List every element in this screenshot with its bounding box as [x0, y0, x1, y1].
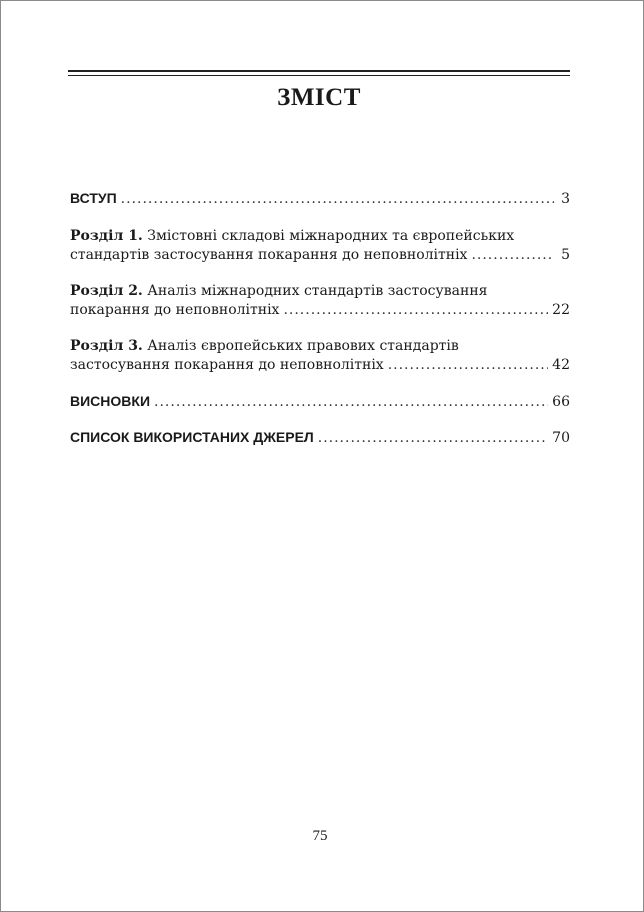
toc-entry-chapter-3[interactable]	[70, 337, 570, 375]
dot-leader	[471, 246, 554, 265]
toc-page-number: 42	[552, 357, 570, 373]
toc-entry-sources[interactable]	[70, 428, 570, 448]
page-title: ЗМІСТ	[277, 84, 361, 111]
toc-page-number: 5	[561, 247, 570, 263]
chapter-title-line-1: Аналіз європейських правових стандартів	[142, 338, 459, 354]
dot-leader	[388, 356, 548, 375]
toc-entry-chapter-1[interactable]	[70, 227, 570, 265]
chapter-title-line-2: покарання до неповнолітніх	[70, 302, 280, 318]
toc-entry-label: СПИСОК ВИКОРИСТАНИХ ДЖЕРЕЛ	[70, 429, 314, 445]
toc-entry-intro[interactable]	[70, 189, 570, 209]
toc-page-number: 22	[552, 302, 570, 318]
dot-leader	[154, 393, 548, 412]
chapter-title-line-1: Змістовні складові міжнародних та європейських	[142, 228, 515, 244]
toc-page-number: 70	[552, 430, 570, 446]
dot-leader	[318, 429, 548, 448]
chapter-prefix: Розділ 2.	[70, 283, 143, 299]
chapter-prefix: Розділ 3.	[70, 338, 143, 354]
chapter-title-line-1: Аналіз міжнародних стандартів застосування	[142, 283, 488, 299]
header-rule-thin	[68, 75, 570, 76]
toc-entry-label: ВСТУП	[70, 190, 117, 206]
toc-entry-conclusions[interactable]	[70, 392, 570, 412]
header-rule-thick	[68, 70, 570, 72]
chapter-title-line-2: стандартів застосування покарання до неповнолітніх	[70, 247, 468, 263]
toc-page-number: 3	[561, 191, 570, 207]
toc-page-number: 66	[552, 394, 570, 410]
page-number-footer: 75	[312, 828, 328, 844]
chapter-title-line-2: застосування покарання до неповнолітніх	[70, 357, 384, 373]
toc-entry-label: ВИСНОВКИ	[70, 393, 151, 409]
dot-leader	[283, 301, 548, 320]
toc-entry-chapter-2[interactable]	[70, 282, 570, 320]
dot-leader	[121, 190, 554, 209]
chapter-prefix: Розділ 1.	[70, 228, 143, 244]
